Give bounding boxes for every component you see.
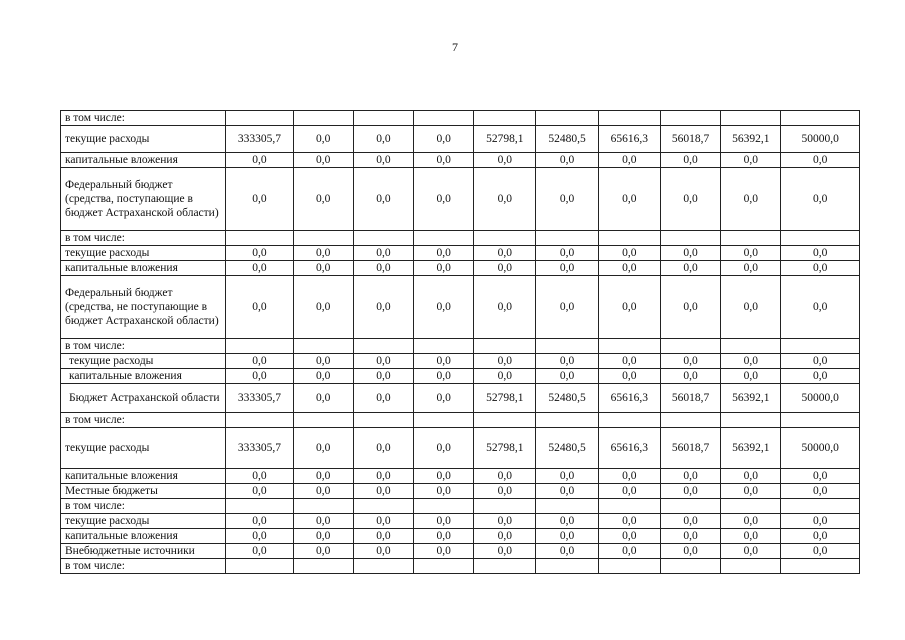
value-cell: 0,0 bbox=[536, 276, 598, 339]
value-cell: 0,0 bbox=[536, 469, 598, 484]
value-cell: 0,0 bbox=[598, 246, 660, 261]
value-cell: 0,0 bbox=[598, 168, 660, 231]
table-row bbox=[61, 153, 860, 168]
table-row bbox=[61, 126, 860, 153]
table-row bbox=[61, 559, 860, 574]
page-number: 7 bbox=[452, 40, 458, 54]
row-label: Федеральный бюджет (средства, не поступающие в бюджет Астраханской области) bbox=[61, 276, 226, 339]
table-row bbox=[61, 276, 860, 339]
value-cell bbox=[660, 231, 720, 246]
value-cell bbox=[536, 339, 598, 354]
row-label: текущие расходы bbox=[61, 514, 226, 529]
value-cell: 0,0 bbox=[536, 369, 598, 384]
value-cell bbox=[226, 499, 293, 514]
value-cell: 0,0 bbox=[598, 484, 660, 499]
value-cell: 56392,1 bbox=[721, 428, 781, 469]
value-cell: 0,0 bbox=[721, 369, 781, 384]
value-cell: 0,0 bbox=[781, 484, 860, 499]
value-cell: 0,0 bbox=[721, 514, 781, 529]
value-cell: 0,0 bbox=[781, 514, 860, 529]
value-cell: 0,0 bbox=[781, 369, 860, 384]
value-cell bbox=[781, 231, 860, 246]
value-cell bbox=[353, 231, 413, 246]
value-cell: 0,0 bbox=[293, 246, 353, 261]
value-cell: 0,0 bbox=[781, 246, 860, 261]
value-cell: 0,0 bbox=[293, 544, 353, 559]
value-cell: 0,0 bbox=[226, 369, 293, 384]
value-cell: 0,0 bbox=[293, 529, 353, 544]
value-cell: 0,0 bbox=[353, 544, 413, 559]
value-cell bbox=[721, 339, 781, 354]
value-cell bbox=[293, 499, 353, 514]
value-cell: 0,0 bbox=[414, 354, 474, 369]
value-cell: 0,0 bbox=[598, 469, 660, 484]
value-cell: 0,0 bbox=[598, 544, 660, 559]
row-label: в том числе: bbox=[61, 111, 226, 126]
table-row bbox=[61, 246, 860, 261]
value-cell bbox=[598, 413, 660, 428]
value-cell: 52798,1 bbox=[474, 126, 536, 153]
value-cell: 0,0 bbox=[353, 276, 413, 339]
row-label: капитальные вложения bbox=[61, 529, 226, 544]
value-cell: 0,0 bbox=[721, 168, 781, 231]
value-cell: 0,0 bbox=[721, 469, 781, 484]
value-cell: 0,0 bbox=[474, 544, 536, 559]
value-cell bbox=[660, 111, 720, 126]
value-cell: 0,0 bbox=[414, 153, 474, 168]
value-cell: 0,0 bbox=[293, 261, 353, 276]
value-cell: 0,0 bbox=[353, 369, 413, 384]
value-cell: 0,0 bbox=[721, 246, 781, 261]
table-row bbox=[61, 428, 860, 469]
value-cell bbox=[226, 413, 293, 428]
value-cell bbox=[293, 339, 353, 354]
value-cell: 56392,1 bbox=[721, 126, 781, 153]
value-cell: 52480,5 bbox=[536, 384, 598, 413]
table-row bbox=[61, 544, 860, 559]
value-cell bbox=[414, 111, 474, 126]
value-cell: 0,0 bbox=[226, 529, 293, 544]
value-cell: 65616,3 bbox=[598, 384, 660, 413]
value-cell: 0,0 bbox=[536, 153, 598, 168]
value-cell: 0,0 bbox=[226, 514, 293, 529]
value-cell: 0,0 bbox=[226, 261, 293, 276]
row-label: капитальные вложения bbox=[61, 369, 226, 384]
value-cell bbox=[474, 339, 536, 354]
table-row bbox=[61, 369, 860, 384]
value-cell: 0,0 bbox=[293, 276, 353, 339]
table-row bbox=[61, 469, 860, 484]
table-row bbox=[61, 484, 860, 499]
value-cell: 0,0 bbox=[660, 369, 720, 384]
value-cell: 0,0 bbox=[721, 261, 781, 276]
value-cell bbox=[293, 559, 353, 574]
value-cell: 0,0 bbox=[293, 153, 353, 168]
value-cell: 0,0 bbox=[660, 168, 720, 231]
value-cell: 0,0 bbox=[353, 126, 413, 153]
value-cell: 0,0 bbox=[721, 484, 781, 499]
value-cell bbox=[293, 231, 353, 246]
value-cell: 0,0 bbox=[414, 246, 474, 261]
value-cell: 0,0 bbox=[474, 484, 536, 499]
table-row bbox=[61, 354, 860, 369]
value-cell: 0,0 bbox=[414, 126, 474, 153]
value-cell: 0,0 bbox=[598, 153, 660, 168]
value-cell bbox=[414, 339, 474, 354]
value-cell bbox=[598, 231, 660, 246]
value-cell: 0,0 bbox=[414, 484, 474, 499]
row-label: текущие расходы bbox=[61, 246, 226, 261]
row-label: капитальные вложения bbox=[61, 469, 226, 484]
value-cell: 0,0 bbox=[414, 276, 474, 339]
value-cell: 0,0 bbox=[781, 276, 860, 339]
table-row bbox=[61, 339, 860, 354]
value-cell bbox=[721, 231, 781, 246]
value-cell bbox=[781, 111, 860, 126]
value-cell: 0,0 bbox=[293, 354, 353, 369]
value-cell: 0,0 bbox=[781, 469, 860, 484]
value-cell bbox=[781, 559, 860, 574]
value-cell: 333305,7 bbox=[226, 126, 293, 153]
value-cell bbox=[660, 413, 720, 428]
table-row bbox=[61, 231, 860, 246]
row-label: текущие расходы bbox=[61, 126, 226, 153]
row-label: в том числе: bbox=[61, 559, 226, 574]
value-cell: 0,0 bbox=[536, 484, 598, 499]
value-cell bbox=[660, 559, 720, 574]
value-cell: 0,0 bbox=[536, 514, 598, 529]
value-cell bbox=[226, 231, 293, 246]
table-body bbox=[61, 111, 860, 574]
value-cell: 0,0 bbox=[293, 514, 353, 529]
value-cell: 0,0 bbox=[293, 484, 353, 499]
value-cell: 0,0 bbox=[721, 544, 781, 559]
value-cell: 0,0 bbox=[226, 484, 293, 499]
value-cell bbox=[781, 499, 860, 514]
value-cell: 50000,0 bbox=[781, 126, 860, 153]
value-cell bbox=[414, 499, 474, 514]
value-cell bbox=[293, 111, 353, 126]
value-cell bbox=[721, 559, 781, 574]
budget-table bbox=[60, 110, 860, 574]
value-cell: 0,0 bbox=[660, 261, 720, 276]
value-cell: 0,0 bbox=[353, 514, 413, 529]
value-cell: 0,0 bbox=[293, 168, 353, 231]
value-cell: 56018,7 bbox=[660, 428, 720, 469]
value-cell: 0,0 bbox=[598, 276, 660, 339]
value-cell bbox=[414, 413, 474, 428]
table-row bbox=[61, 529, 860, 544]
value-cell: 0,0 bbox=[536, 354, 598, 369]
value-cell bbox=[353, 413, 413, 428]
value-cell bbox=[474, 499, 536, 514]
value-cell: 0,0 bbox=[660, 276, 720, 339]
value-cell: 52480,5 bbox=[536, 428, 598, 469]
value-cell bbox=[226, 339, 293, 354]
value-cell bbox=[353, 339, 413, 354]
value-cell bbox=[721, 499, 781, 514]
value-cell bbox=[598, 111, 660, 126]
value-cell bbox=[781, 339, 860, 354]
value-cell: 0,0 bbox=[414, 261, 474, 276]
value-cell: 0,0 bbox=[721, 529, 781, 544]
value-cell: 0,0 bbox=[660, 484, 720, 499]
value-cell: 0,0 bbox=[598, 514, 660, 529]
value-cell: 50000,0 bbox=[781, 384, 860, 413]
value-cell: 0,0 bbox=[293, 428, 353, 469]
value-cell: 65616,3 bbox=[598, 428, 660, 469]
value-cell bbox=[721, 111, 781, 126]
row-label: текущие расходы bbox=[61, 354, 226, 369]
value-cell: 0,0 bbox=[474, 514, 536, 529]
value-cell: 0,0 bbox=[353, 246, 413, 261]
value-cell: 0,0 bbox=[474, 529, 536, 544]
value-cell bbox=[414, 559, 474, 574]
value-cell: 0,0 bbox=[353, 153, 413, 168]
value-cell: 0,0 bbox=[353, 469, 413, 484]
value-cell bbox=[721, 413, 781, 428]
value-cell: 0,0 bbox=[474, 469, 536, 484]
row-label: Местные бюджеты bbox=[61, 484, 226, 499]
value-cell: 0,0 bbox=[474, 261, 536, 276]
table-row bbox=[61, 514, 860, 529]
value-cell: 0,0 bbox=[226, 168, 293, 231]
value-cell: 56392,1 bbox=[721, 384, 781, 413]
value-cell bbox=[226, 111, 293, 126]
row-label: в том числе: bbox=[61, 339, 226, 354]
value-cell: 0,0 bbox=[353, 529, 413, 544]
value-cell bbox=[293, 413, 353, 428]
value-cell: 0,0 bbox=[293, 469, 353, 484]
value-cell bbox=[474, 559, 536, 574]
value-cell: 0,0 bbox=[660, 153, 720, 168]
value-cell bbox=[536, 559, 598, 574]
value-cell: 56018,7 bbox=[660, 126, 720, 153]
value-cell: 0,0 bbox=[781, 529, 860, 544]
value-cell: 0,0 bbox=[414, 544, 474, 559]
value-cell: 50000,0 bbox=[781, 428, 860, 469]
table-row bbox=[61, 413, 860, 428]
value-cell: 52480,5 bbox=[536, 126, 598, 153]
row-label: в том числе: bbox=[61, 413, 226, 428]
value-cell bbox=[660, 499, 720, 514]
value-cell: 0,0 bbox=[536, 168, 598, 231]
value-cell: 0,0 bbox=[293, 369, 353, 384]
value-cell: 0,0 bbox=[781, 261, 860, 276]
value-cell: 0,0 bbox=[226, 276, 293, 339]
value-cell: 0,0 bbox=[226, 246, 293, 261]
value-cell bbox=[536, 499, 598, 514]
value-cell: 0,0 bbox=[660, 354, 720, 369]
value-cell: 0,0 bbox=[226, 544, 293, 559]
value-cell: 0,0 bbox=[721, 276, 781, 339]
value-cell: 0,0 bbox=[721, 153, 781, 168]
value-cell: 0,0 bbox=[414, 428, 474, 469]
value-cell: 0,0 bbox=[660, 544, 720, 559]
value-cell: 0,0 bbox=[226, 469, 293, 484]
value-cell bbox=[536, 413, 598, 428]
value-cell: 0,0 bbox=[414, 369, 474, 384]
value-cell: 0,0 bbox=[353, 354, 413, 369]
value-cell bbox=[598, 339, 660, 354]
value-cell bbox=[474, 111, 536, 126]
value-cell: 0,0 bbox=[353, 428, 413, 469]
value-cell: 0,0 bbox=[414, 384, 474, 413]
value-cell bbox=[353, 499, 413, 514]
value-cell: 0,0 bbox=[721, 354, 781, 369]
value-cell: 65616,3 bbox=[598, 126, 660, 153]
row-label: капитальные вложения bbox=[61, 261, 226, 276]
table-row bbox=[61, 111, 860, 126]
value-cell: 0,0 bbox=[414, 514, 474, 529]
value-cell: 0,0 bbox=[781, 153, 860, 168]
value-cell: 0,0 bbox=[474, 246, 536, 261]
row-label: капитальные вложения bbox=[61, 153, 226, 168]
value-cell bbox=[598, 559, 660, 574]
value-cell bbox=[536, 111, 598, 126]
value-cell bbox=[660, 339, 720, 354]
table-row bbox=[61, 168, 860, 231]
value-cell: 0,0 bbox=[226, 354, 293, 369]
row-label: в том числе: bbox=[61, 499, 226, 514]
value-cell: 0,0 bbox=[660, 529, 720, 544]
value-cell: 0,0 bbox=[781, 354, 860, 369]
value-cell: 333305,7 bbox=[226, 384, 293, 413]
value-cell: 0,0 bbox=[474, 153, 536, 168]
value-cell bbox=[414, 231, 474, 246]
row-label: Внебюджетные источники bbox=[61, 544, 226, 559]
value-cell: 0,0 bbox=[474, 354, 536, 369]
value-cell: 0,0 bbox=[414, 529, 474, 544]
table-row bbox=[61, 384, 860, 413]
value-cell: 0,0 bbox=[536, 529, 598, 544]
value-cell: 0,0 bbox=[353, 261, 413, 276]
value-cell bbox=[353, 111, 413, 126]
value-cell: 52798,1 bbox=[474, 384, 536, 413]
value-cell: 0,0 bbox=[293, 126, 353, 153]
value-cell: 0,0 bbox=[536, 544, 598, 559]
value-cell: 0,0 bbox=[536, 261, 598, 276]
value-cell: 333305,7 bbox=[226, 428, 293, 469]
value-cell: 0,0 bbox=[353, 168, 413, 231]
value-cell: 0,0 bbox=[293, 384, 353, 413]
value-cell: 0,0 bbox=[474, 276, 536, 339]
value-cell bbox=[536, 231, 598, 246]
value-cell: 0,0 bbox=[226, 153, 293, 168]
value-cell: 0,0 bbox=[598, 529, 660, 544]
value-cell bbox=[781, 413, 860, 428]
value-cell bbox=[226, 559, 293, 574]
value-cell: 0,0 bbox=[414, 168, 474, 231]
value-cell: 0,0 bbox=[781, 168, 860, 231]
value-cell bbox=[474, 231, 536, 246]
value-cell: 0,0 bbox=[598, 261, 660, 276]
value-cell: 0,0 bbox=[660, 469, 720, 484]
value-cell: 0,0 bbox=[414, 469, 474, 484]
row-label: текущие расходы bbox=[61, 428, 226, 469]
table-row bbox=[61, 261, 860, 276]
value-cell bbox=[353, 559, 413, 574]
value-cell: 0,0 bbox=[598, 369, 660, 384]
value-cell: 0,0 bbox=[660, 514, 720, 529]
value-cell: 56018,7 bbox=[660, 384, 720, 413]
value-cell: 0,0 bbox=[660, 246, 720, 261]
row-label: в том числе: bbox=[61, 231, 226, 246]
row-label: Бюджет Астраханской области bbox=[61, 384, 226, 413]
value-cell: 0,0 bbox=[781, 544, 860, 559]
value-cell bbox=[598, 499, 660, 514]
value-cell: 0,0 bbox=[353, 384, 413, 413]
row-label: Федеральный бюджет (средства, поступающие в бюджет Астраханской области) bbox=[61, 168, 226, 231]
value-cell: 0,0 bbox=[474, 369, 536, 384]
table-row bbox=[61, 499, 860, 514]
value-cell bbox=[474, 413, 536, 428]
value-cell: 0,0 bbox=[536, 246, 598, 261]
value-cell: 0,0 bbox=[474, 168, 536, 231]
value-cell: 52798,1 bbox=[474, 428, 536, 469]
value-cell: 0,0 bbox=[598, 354, 660, 369]
value-cell: 0,0 bbox=[353, 484, 413, 499]
